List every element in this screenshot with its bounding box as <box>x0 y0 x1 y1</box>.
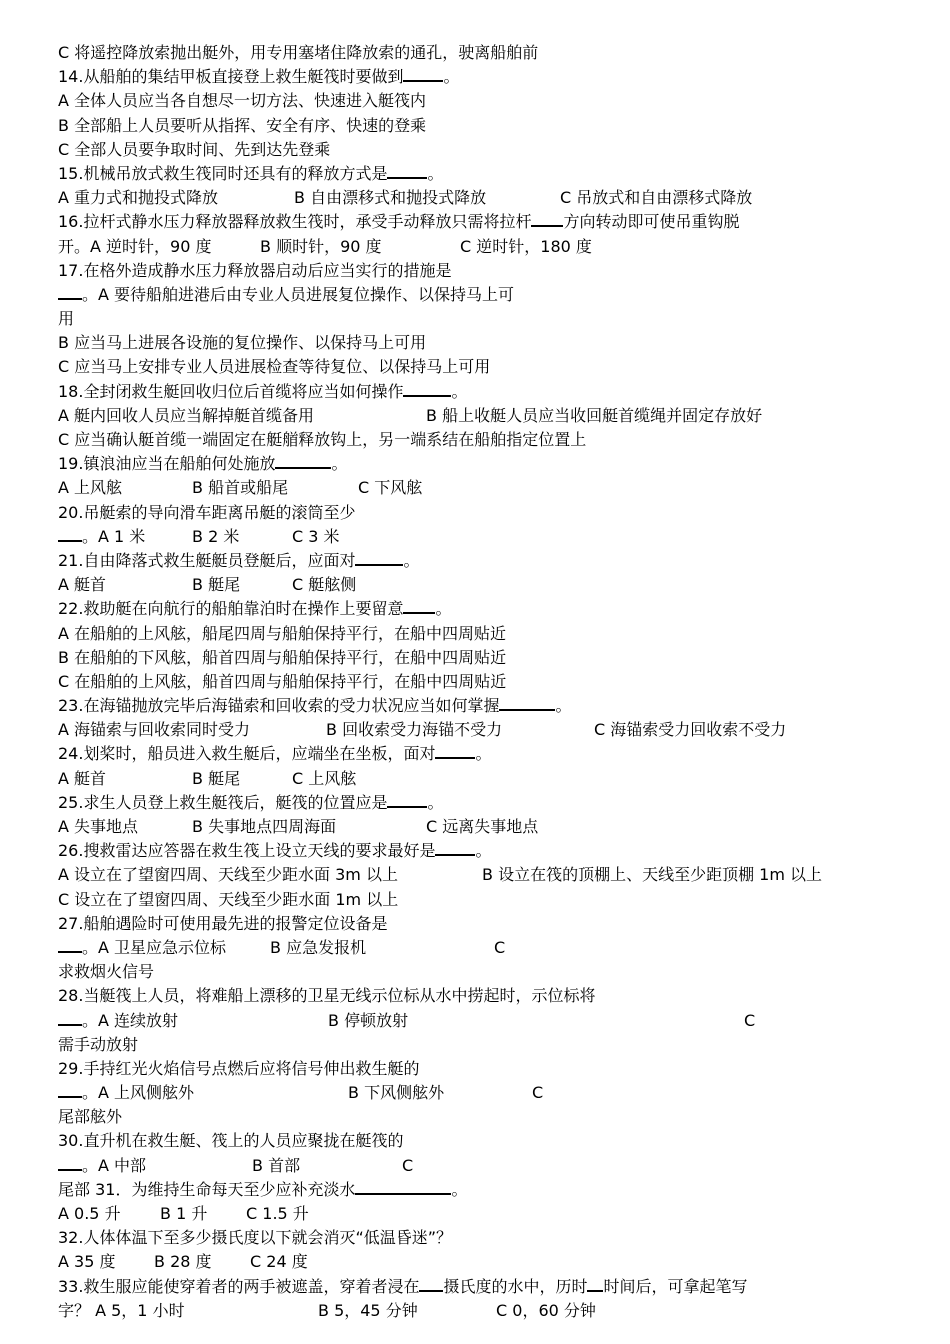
text-line <box>58 984 898 1008</box>
option-segment <box>58 476 122 500</box>
option-segment <box>294 186 486 210</box>
text-segment: 24.划桨时，船员进入救生艇后，应端坐在坐板，面对 <box>58 744 436 764</box>
text-line <box>58 742 898 766</box>
option-segment <box>744 1009 755 1033</box>
text-line <box>58 138 898 162</box>
option-text: B 5，45 分钟 <box>318 1300 418 1320</box>
text-line <box>58 1057 898 1081</box>
text-line <box>58 622 898 646</box>
text-line <box>58 1009 898 1033</box>
text-line <box>58 888 898 912</box>
text-segment: 22.救助艇在向航行的船舶靠泊时在操作上要留意 <box>58 599 404 619</box>
text-line <box>58 646 898 670</box>
answer-blank <box>403 598 435 614</box>
option-segment <box>58 936 82 960</box>
text-segment: 。 <box>331 454 348 474</box>
option-segment <box>82 936 226 960</box>
text-line <box>58 597 898 621</box>
text-line <box>58 1105 898 1129</box>
option-segment <box>192 767 240 791</box>
text-line <box>58 452 898 476</box>
text-segment: 19.镇浪油应当在船舶何处施放 <box>58 454 276 474</box>
text-segment: 时间后，可拿起笔写 <box>603 1276 748 1296</box>
option-text: B 下风侧舷外 <box>348 1083 445 1103</box>
answer-blank <box>58 1155 82 1171</box>
option-segment <box>58 767 106 791</box>
text-segment: 。A 要待船舶进港后由专业人员进展复位操作、以保持马上可 <box>82 284 515 304</box>
option-segment <box>192 525 239 549</box>
option-text: B 首部 <box>252 1155 301 1175</box>
text-line <box>58 573 898 597</box>
option-text: B 应急发报机 <box>270 937 367 957</box>
option-text: A 重力式和抛投式降放 <box>58 188 219 208</box>
text-segment: 。 <box>475 841 492 861</box>
text-segment: 。 <box>435 599 452 619</box>
text-segment: 需手动放射 <box>58 1034 139 1054</box>
text-line <box>58 1081 898 1105</box>
text-line <box>58 235 898 259</box>
option-segment <box>292 573 356 597</box>
option-segment <box>292 525 340 549</box>
answer-blank <box>355 550 403 566</box>
text-line <box>58 476 898 500</box>
answer-blank <box>403 66 443 82</box>
option-segment <box>496 1299 596 1323</box>
text-line <box>58 501 898 525</box>
option-text: B 2 米 <box>192 526 240 546</box>
option-segment <box>82 1081 194 1105</box>
option-segment <box>82 525 145 549</box>
option-text: 。A 连续放射 <box>82 1010 179 1030</box>
option-text: B 28 度 <box>154 1252 212 1272</box>
option-text: C 艇舷侧 <box>292 575 357 595</box>
option-text: A 35 度 <box>58 1252 116 1272</box>
option-text: 。A 卫星应急示位标 <box>82 937 227 957</box>
text-segment: 20.吊艇索的导向滑车距离吊艇的滚筒至少 <box>58 502 356 522</box>
text-segment: 17.在格外造成静水压力释放器启动后应当实行的措施是 <box>58 260 452 280</box>
text-line <box>58 767 898 791</box>
option-text: B 船上收艇人员应当收回艇首缆绳并固定存放好 <box>426 405 763 425</box>
answer-blank <box>419 1276 443 1292</box>
text-line <box>58 283 898 307</box>
document-page <box>58 41 898 1323</box>
answer-blank <box>58 284 82 300</box>
option-text: A 失事地点 <box>58 817 139 836</box>
option-text: B 自由漂移式和抛投式降放 <box>294 188 487 208</box>
option-text: C 1.5 升 <box>246 1204 309 1223</box>
text-segment: A 全体人员应当各自想尽一切方法、快速进入艇筏内 <box>58 91 427 111</box>
text-line <box>58 1178 898 1202</box>
answer-blank <box>435 743 475 759</box>
answer-blank <box>435 840 475 856</box>
answer-blank <box>387 792 427 808</box>
option-segment <box>192 476 288 500</box>
text-line <box>58 259 898 283</box>
answer-blank <box>58 1082 82 1098</box>
text-segment: 29.手持红光火焰信号点燃后应将信号伸出救生艇的 <box>58 1058 420 1078</box>
text-line <box>58 694 898 718</box>
text-line <box>58 1202 898 1226</box>
text-segment: C 将遥控降放索抛出艇外，用专用塞堵住降放索的通孔，驶离船舶前 <box>58 43 539 62</box>
text-segment: 15.机械吊放式救生筏同时还具有的释放方式是 <box>58 163 388 183</box>
option-segment <box>260 235 382 259</box>
option-segment <box>358 476 422 500</box>
text-line <box>58 1154 898 1178</box>
option-segment <box>58 1009 82 1033</box>
option-text: A 设立在了望窗四周、天线至少距水面 3m 以上 <box>58 865 398 885</box>
option-segment <box>58 186 218 210</box>
option-segment <box>328 1009 408 1033</box>
option-text: B 艇尾 <box>192 768 241 788</box>
option-segment <box>58 235 211 259</box>
answer-blank <box>58 937 82 953</box>
option-segment <box>460 235 592 259</box>
option-text: B 失事地点四周海面 <box>192 817 337 836</box>
text-segment: 18.全封闭救生艇回收归位后首缆将应当如何操作 <box>58 381 404 401</box>
option-text: C 上风舷 <box>292 768 357 788</box>
text-segment: 尾部 31．为维持生命每天至少应补充淡水 <box>58 1179 356 1199</box>
text-segment: 。 <box>555 696 572 716</box>
text-segment: 求救烟火信号 <box>58 962 155 982</box>
option-segment <box>58 718 250 742</box>
option-text: B 船首或船尾 <box>192 478 289 498</box>
option-text: B 1 升 <box>160 1204 208 1223</box>
text-segment: 方向转动即可使吊重钩脱 <box>563 212 740 232</box>
text-line <box>58 355 898 379</box>
option-text: B 停顿放射 <box>328 1010 409 1030</box>
text-segment: C 应当确认艇首缆一端固定在艇艏释放钩上，另一端系结在船舶指定位置上 <box>58 430 587 449</box>
answer-blank <box>531 211 563 227</box>
option-segment <box>58 1299 185 1323</box>
option-segment <box>160 1202 207 1226</box>
text-segment: B 应当马上进展各设施的复位操作、以保持马上可用 <box>58 333 427 353</box>
text-segment: 尾部舷外 <box>58 1107 123 1127</box>
text-segment: 21.自由降落式救生艇艇员登艇后，应面对 <box>58 550 356 570</box>
text-segment: C 应当马上安排专业人员进展检查等待复位、以保持马上可用 <box>58 357 491 377</box>
text-line <box>58 428 898 452</box>
text-segment: B 在船舶的下风舷，船首四周与船舶保持平行，在船中四周贴近 <box>58 647 507 667</box>
option-segment <box>154 1250 212 1274</box>
text-line <box>58 307 898 331</box>
option-segment <box>192 573 240 597</box>
text-line <box>58 210 898 234</box>
option-segment <box>252 1154 300 1178</box>
option-segment <box>58 1081 82 1105</box>
text-line <box>58 89 898 113</box>
text-segment: 33.救生服应能使穿着者的两手被遮盖，穿着者浸在 <box>58 1276 420 1296</box>
answer-blank <box>275 453 331 469</box>
text-line <box>58 1275 898 1299</box>
option-text: C 海锚索受力回收索不受力 <box>594 720 787 740</box>
option-text: A 艇首 <box>58 575 107 595</box>
text-line <box>58 1299 898 1323</box>
option-text: C 远离失事地点 <box>426 817 539 836</box>
option-segment <box>58 863 398 887</box>
text-segment: C 在船舶的上风舷，船首四周与船舶保持平行，在船中四周贴近 <box>58 671 507 691</box>
option-segment <box>250 1250 308 1274</box>
text-line <box>58 839 898 863</box>
option-text: C 逆时针，180 度 <box>460 236 592 256</box>
text-line <box>58 525 898 549</box>
option-text: C 下风舷 <box>358 478 423 498</box>
text-line <box>58 815 898 839</box>
answer-blank <box>587 1276 603 1292</box>
text-segment: 摄氏度的水中，历时 <box>443 1276 588 1296</box>
answer-blank <box>355 1179 451 1195</box>
option-text: A 海锚索与回收索同时受力 <box>58 720 251 740</box>
option-text: B 设立在筏的顶棚上、天线至少距顶棚 1m 以上 <box>482 865 823 885</box>
text-line <box>58 1226 898 1250</box>
option-text: B 艇尾 <box>192 575 241 595</box>
text-line <box>58 114 898 138</box>
text-segment: 23.在海锚抛放完毕后海锚索和回收索的受力状况应当如何掌握 <box>58 696 500 716</box>
text-line <box>58 404 898 428</box>
option-text: C <box>744 1010 756 1030</box>
text-segment: A 在船舶的上风舷，船尾四周与船舶保持平行，在船中四周贴近 <box>58 623 507 643</box>
option-segment <box>560 186 752 210</box>
text-segment: 16.拉杆式静水压力释放器释放救生筏时，承受手动释放只需将拉杆 <box>58 212 532 232</box>
text-segment: 。 <box>427 792 444 812</box>
option-segment <box>426 815 538 839</box>
text-line <box>58 162 898 186</box>
text-segment: 。 <box>443 67 460 87</box>
option-text: A 上风舷 <box>58 478 123 498</box>
text-segment: C 设立在了望窗四周、天线至少距水面 1m 以上 <box>58 889 399 909</box>
option-text: A 0.5 升 <box>58 1204 121 1223</box>
text-line <box>58 960 898 984</box>
text-segment: 。 <box>427 163 444 183</box>
option-segment <box>58 1202 121 1226</box>
option-text: 开。A 逆时针，90 度 <box>58 236 212 256</box>
option-segment <box>58 404 314 428</box>
option-segment <box>270 936 366 960</box>
text-segment: 14.从船舶的集结甲板直接登上救生艇筏时要做到 <box>58 67 404 87</box>
option-segment <box>292 767 356 791</box>
text-line <box>58 912 898 936</box>
option-segment <box>348 1081 444 1105</box>
option-segment <box>326 718 502 742</box>
option-text: C <box>532 1083 544 1103</box>
answer-blank <box>403 381 451 397</box>
answer-blank <box>387 163 427 179</box>
answer-blank <box>58 1010 82 1026</box>
option-segment <box>402 1154 413 1178</box>
option-text: 字？ A 5，1 小时 <box>58 1300 185 1320</box>
answer-blank <box>58 526 82 542</box>
text-segment: 。 <box>451 1179 468 1199</box>
text-line <box>58 718 898 742</box>
option-segment <box>82 1154 146 1178</box>
text-line <box>58 1129 898 1153</box>
text-line <box>58 791 898 815</box>
text-segment: 。 <box>451 381 468 401</box>
answer-blank <box>499 695 555 711</box>
option-segment <box>58 573 106 597</box>
option-segment <box>494 936 505 960</box>
option-text: 。A 上风侧舷外 <box>82 1083 195 1103</box>
option-text: A 艇内回收人员应当解掉艇首缆备用 <box>58 405 315 425</box>
text-line <box>58 65 898 89</box>
text-segment: 32.人体体温下至多少摄氏度以下就会消灭“低温昏迷”？ <box>58 1228 453 1248</box>
option-segment <box>426 404 762 428</box>
text-line <box>58 331 898 355</box>
text-segment: B 全部船上人员要听从指挥、安全有序、快速的登乘 <box>58 115 427 135</box>
option-text: B 回收索受力海锚不受力 <box>326 720 503 740</box>
option-segment <box>58 1154 82 1178</box>
option-text: C 24 度 <box>250 1252 308 1272</box>
option-segment <box>58 1250 115 1274</box>
option-segment <box>532 1081 543 1105</box>
option-text: C 0，60 分钟 <box>496 1300 596 1320</box>
option-segment <box>482 863 822 887</box>
text-segment: 27.船舶遇险时可使用最先进的报警定位设备是 <box>58 913 388 933</box>
option-segment <box>594 718 786 742</box>
text-segment: 用 <box>58 309 75 329</box>
option-segment <box>58 815 138 839</box>
text-line <box>58 863 898 887</box>
option-text: C 吊放式和自由漂移式降放 <box>560 188 753 208</box>
option-text: 。A 中部 <box>82 1155 147 1175</box>
text-line <box>58 670 898 694</box>
option-segment <box>192 815 336 839</box>
text-segment: 28.当艇筏上人员，将难船上漂移的卫星无线示位标从水中捞起时，示位标将 <box>58 986 596 1006</box>
option-text: C 3 米 <box>292 526 340 546</box>
option-text: B 顺时针，90 度 <box>260 236 382 256</box>
text-line <box>58 549 898 573</box>
text-line <box>58 380 898 404</box>
option-text: C <box>494 937 506 957</box>
text-segment: 25.求生人员登上救生艇筏后，艇筏的位置应是 <box>58 792 388 812</box>
text-line <box>58 186 898 210</box>
text-segment: C 全部人员要争取时间、先到达先登乘 <box>58 139 331 159</box>
option-segment <box>82 1009 178 1033</box>
text-segment: 26.搜救雷达应答器在救生筏上设立天线的要求最好是 <box>58 841 436 861</box>
text-line <box>58 1250 898 1274</box>
text-line <box>58 936 898 960</box>
option-text: A 艇首 <box>58 768 107 788</box>
option-text: 。A 1 米 <box>82 526 146 546</box>
text-line <box>58 41 898 65</box>
text-segment: 。 <box>475 744 492 764</box>
text-segment: 。 <box>403 550 420 570</box>
text-segment: 30.直升机在救生艇、筏上的人员应聚拢在艇筏的 <box>58 1131 404 1151</box>
option-text: C <box>402 1155 414 1175</box>
option-segment <box>58 525 82 549</box>
option-segment <box>318 1299 418 1323</box>
option-segment <box>246 1202 309 1226</box>
text-line <box>58 1033 898 1057</box>
